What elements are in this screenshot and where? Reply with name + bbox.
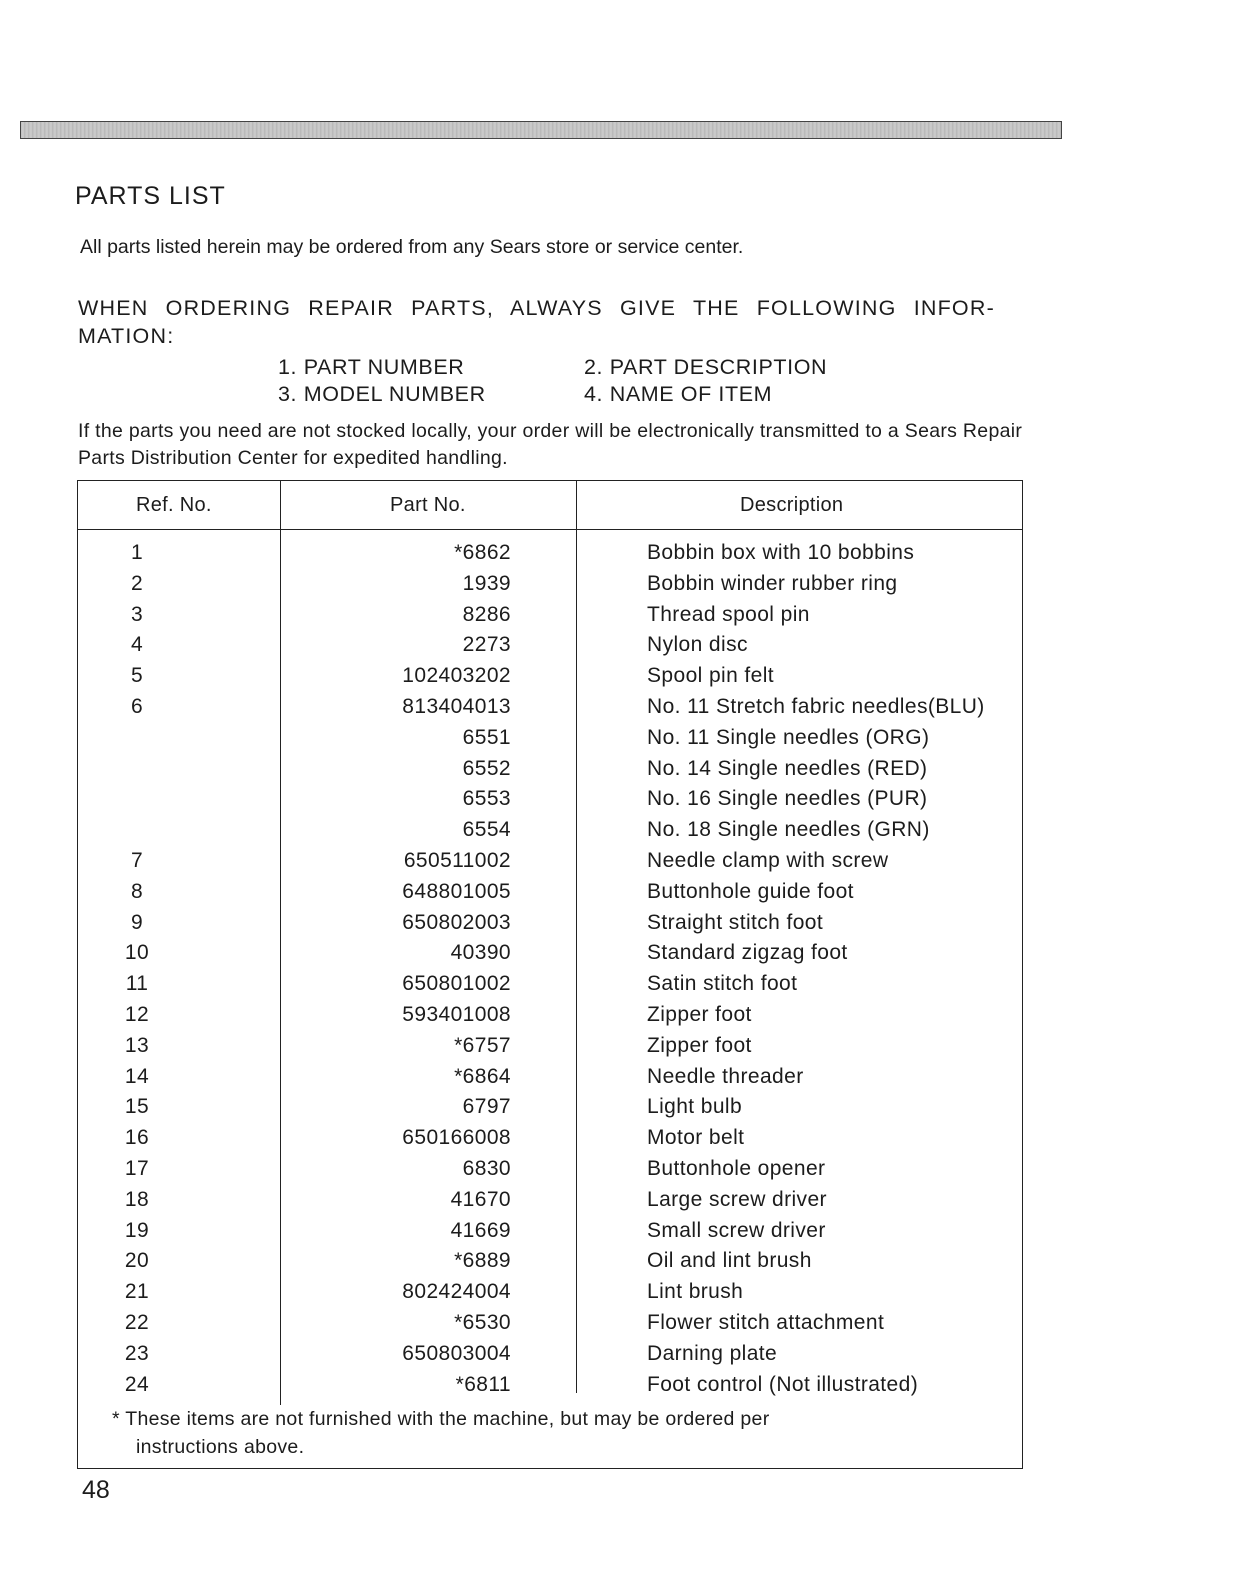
table-row: [77, 972, 1023, 1003]
ref-cell: 8: [130, 879, 144, 903]
table-row: [77, 1280, 1023, 1311]
table-row: [77, 1219, 1023, 1250]
header-divider: [78, 529, 1022, 530]
description-cell: Flower stitch attachment: [647, 1310, 885, 1334]
ref-cell: 10: [124, 941, 150, 965]
table-row: [77, 1157, 1023, 1188]
ref-cell: 19: [124, 1218, 150, 1242]
ref-cell: 2: [130, 571, 144, 595]
info-item: 3. MODEL NUMBER: [278, 382, 486, 406]
table-body: [77, 541, 1023, 1403]
ref-cell: 20: [124, 1249, 150, 1273]
ref-cell: 14: [124, 1064, 150, 1088]
footnote-line: * These items are not furnished with the machine, but may be ordered per: [112, 1408, 770, 1430]
part-number-cell: *6757: [454, 1033, 511, 1057]
table-row: [77, 1373, 1023, 1404]
part-number-cell: 650166008: [402, 1126, 511, 1150]
table-row: [77, 664, 1023, 695]
part-number-cell: 2273: [462, 633, 511, 657]
description-cell: Spool pin felt: [647, 664, 775, 688]
description-cell: Buttonhole guide foot: [647, 879, 854, 903]
table-row: [77, 1065, 1023, 1096]
ref-cell: 9: [130, 910, 144, 934]
table-row: [77, 572, 1023, 603]
description-cell: Light bulb: [647, 1095, 743, 1119]
ref-cell: 3: [130, 602, 144, 626]
table-row: [77, 1249, 1023, 1280]
part-number-cell: 41669: [450, 1218, 511, 1242]
part-number-cell: 102403202: [402, 664, 511, 688]
part-number-cell: 6553: [462, 787, 511, 811]
part-number-cell: 6830: [462, 1156, 511, 1180]
part-number-cell: 650802003: [402, 910, 511, 934]
info-item: 4. NAME OF ITEM: [584, 382, 773, 406]
distribution-note: If the parts you need are not stocked locally, your order will be electronically transmitted to a Sears Repair Parts Distribution Center for expedited handling.: [78, 420, 1023, 469]
page-number: 48: [82, 1476, 110, 1504]
part-number-cell: *6889: [454, 1249, 511, 1273]
part-number-cell: 6797: [462, 1095, 511, 1119]
description-cell: Zipper foot: [647, 1033, 752, 1057]
description-cell: Zipper foot: [647, 1002, 752, 1026]
part-number-cell: 650801002: [402, 972, 511, 996]
part-number-cell: 802424004: [402, 1280, 511, 1304]
table-row: [77, 633, 1023, 664]
part-number-cell: 40390: [450, 941, 511, 965]
info-item: 1. PART NUMBER: [278, 355, 465, 379]
description-cell: Buttonhole opener: [647, 1156, 826, 1180]
table-row: [77, 757, 1023, 788]
description-cell: Bobbin winder rubber ring: [647, 571, 898, 595]
ref-cell: 4: [130, 633, 144, 657]
part-number-cell: 650803004: [402, 1341, 511, 1365]
column-header-part: Part No.: [390, 494, 466, 516]
description-cell: Motor belt: [647, 1126, 745, 1150]
description-cell: No. 14 Single needles (RED): [647, 756, 928, 780]
footnote-line: instructions above.: [136, 1436, 305, 1458]
description-cell: Small screw driver: [647, 1218, 826, 1242]
table-row: [77, 1095, 1023, 1126]
info-item: 2. PART DESCRIPTION: [584, 355, 828, 379]
part-number-cell: 813404013: [402, 694, 511, 718]
description-cell: Lint brush: [647, 1280, 744, 1304]
description-cell: Thread spool pin: [647, 602, 810, 626]
part-number-cell: *6862: [454, 541, 511, 564]
part-number-cell: 6552: [462, 756, 511, 780]
table-row: [77, 818, 1023, 849]
description-cell: No. 11 Single needles (ORG): [647, 725, 930, 749]
description-cell: Bobbin box with 10 bobbins: [647, 541, 915, 564]
ref-cell: 18: [124, 1187, 150, 1211]
ref-cell: 23: [124, 1341, 150, 1365]
ref-cell: 16: [124, 1126, 150, 1150]
ordering-instruction: WHEN ORDERING REPAIR PARTS, ALWAYS GIVE THE FOLLOWING INFOR-MATION:: [78, 296, 995, 348]
table-row: [77, 880, 1023, 911]
ref-cell: 13: [124, 1033, 150, 1057]
ref-cell: 21: [124, 1280, 150, 1304]
part-number-cell: 6551: [462, 725, 511, 749]
column-header-ref: Ref. No.: [136, 494, 212, 516]
ref-cell: 17: [124, 1156, 150, 1180]
table-row: [77, 1003, 1023, 1034]
table-row: [77, 911, 1023, 942]
ref-cell: 5: [130, 664, 144, 688]
column-header-description: Description: [740, 494, 844, 516]
description-cell: Darning plate: [647, 1341, 778, 1365]
description-cell: Standard zigzag foot: [647, 941, 848, 965]
table-row: [77, 941, 1023, 972]
description-cell: Oil and lint brush: [647, 1249, 812, 1273]
description-cell: Foot control (Not illustrated): [647, 1372, 919, 1396]
description-cell: No. 18 Single needles (GRN): [647, 818, 930, 842]
part-number-cell: 593401008: [402, 1002, 511, 1026]
page-title: PARTS LIST: [75, 182, 226, 210]
description-cell: Needle clamp with screw: [647, 848, 889, 872]
ref-cell: 12: [124, 1002, 150, 1026]
table-row: [77, 849, 1023, 880]
table-row: [77, 695, 1023, 726]
info-list: [278, 354, 864, 408]
ref-cell: 6: [130, 694, 144, 718]
part-number-cell: 1939: [462, 571, 511, 595]
part-number-cell: *6530: [454, 1310, 511, 1334]
table-row: [77, 726, 1023, 757]
ref-cell: 24: [124, 1372, 150, 1396]
description-cell: Large screw driver: [647, 1187, 827, 1211]
description-cell: No. 16 Single needles (PUR): [647, 787, 928, 811]
intro-text: All parts listed herein may be ordered from any Sears store or service center.: [80, 236, 744, 258]
table-row: [77, 603, 1023, 634]
part-number-cell: 650511002: [403, 848, 511, 872]
ref-cell: 15: [124, 1095, 150, 1119]
table-row: [77, 1034, 1023, 1065]
header-bar: [20, 121, 1062, 139]
part-number-cell: 41670: [450, 1187, 511, 1211]
table-row: [77, 1311, 1023, 1342]
table-row: [77, 1188, 1023, 1219]
ref-cell: 22: [124, 1310, 150, 1334]
ref-cell: 1: [130, 541, 144, 564]
description-cell: Nylon disc: [647, 633, 748, 657]
footnote: [112, 1405, 972, 1461]
description-cell: Needle threader: [647, 1064, 804, 1088]
part-number-cell: 6554: [462, 818, 511, 842]
part-number-cell: 8286: [462, 602, 511, 626]
ref-cell: 11: [125, 972, 149, 996]
description-cell: Straight stitch foot: [647, 910, 824, 934]
table-row: [77, 541, 1023, 572]
table-row: [77, 1342, 1023, 1373]
table-row: [77, 787, 1023, 818]
table-row: [77, 1126, 1023, 1157]
description-cell: Satin stitch foot: [647, 972, 798, 996]
description-cell: No. 11 Stretch fabric needles(BLU): [647, 694, 985, 718]
part-number-cell: 648801005: [402, 879, 511, 903]
part-number-cell: *6811: [455, 1372, 511, 1396]
part-number-cell: *6864: [454, 1064, 511, 1088]
ref-cell: 7: [130, 848, 144, 872]
